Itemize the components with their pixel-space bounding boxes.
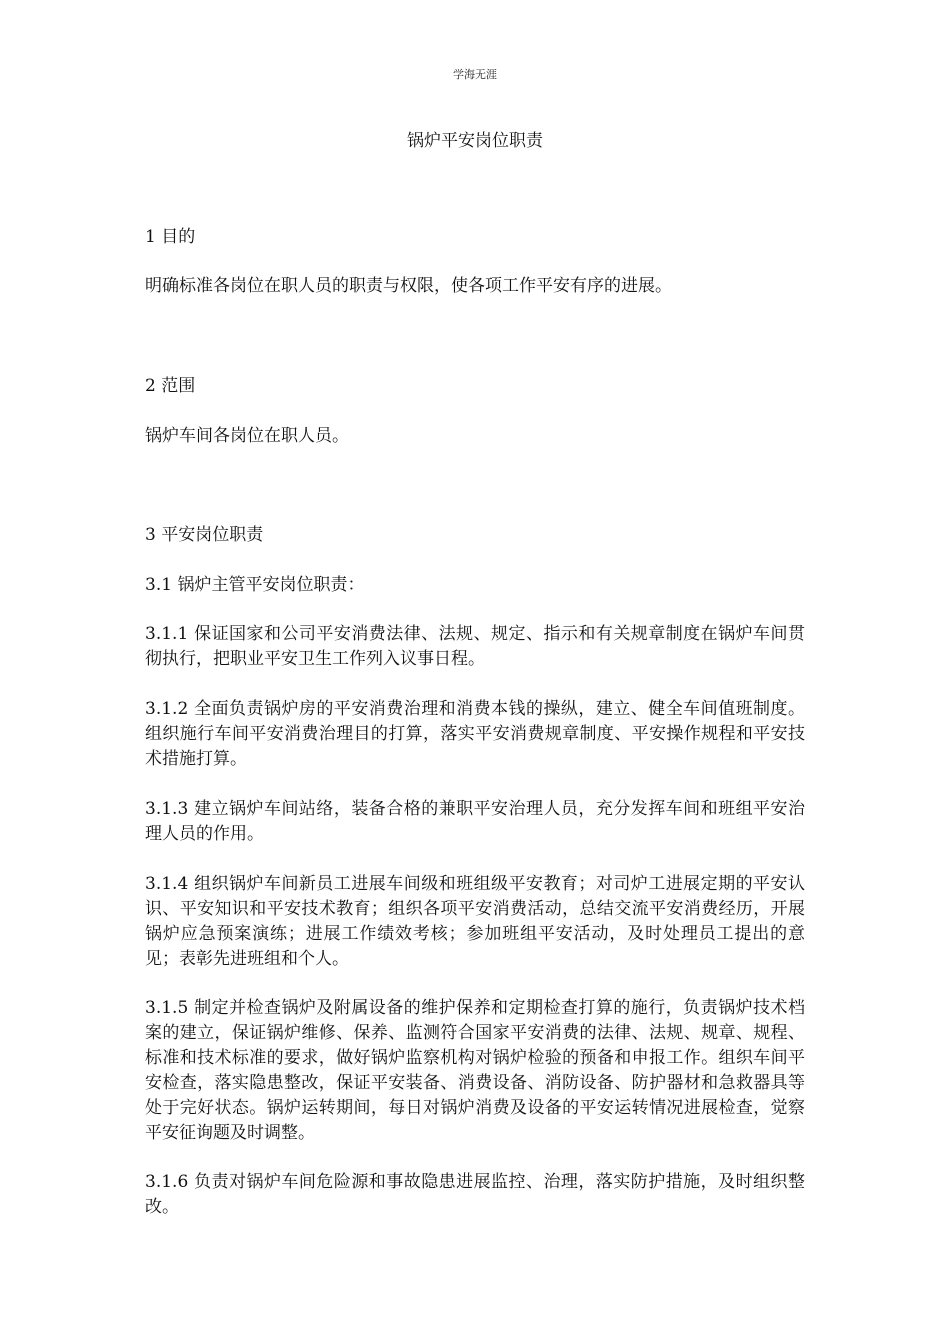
duty-item-3-1-1: 3.1.1 保证国家和公司平安消费法律、法规、规定、指示和有关规章制度在锅炉车间贯彻执行，把职业平安卫生工作列入议事日程。 <box>145 624 805 669</box>
duty-item-3-1-6: 3.1.6 负责对锅炉车间危险源和事故隐患进展监控、治理，落实防护措施，及时组织整改。 <box>145 1172 805 1217</box>
section-scope-text: 锅炉车间各岗位在职人员。 <box>145 426 349 446</box>
page-header: 学海无涯 <box>453 68 497 81</box>
duty-item-3-1-2: 3.1.2 全面负责锅炉房的平安消费治理和消费本钱的操纵，建立、健全车间值班制度。组织施行车间平安消费治理目的打算，落实平安消费规章制度、平安操作规程和平安技术措施打算。 <box>145 699 805 769</box>
section-purpose-text: 明确标准各岗位在职人员的职责与权限，使各项工作平安有序的进展。 <box>145 276 672 296</box>
duty-item-3-1-3: 3.1.3 建立锅炉车间站络，装备合格的兼职平安治理人员，充分发挥车间和班组平安治理人员的作用。 <box>145 799 805 844</box>
duty-item-3-1-4: 3.1.4 组织锅炉车间新员工进展车间级和班组级平安教育；对司炉工进展定期的平安认识、平安知识和平安技术教育；组织各项平安消费活动，总结交流平安消费经历，开展锅炉应急预案演练；进展工作绩效考核；参加班组平安活动，及时处理员工提出的意见；表彰先进班组和个人。 <box>145 874 805 969</box>
duties-subheading: 3.1 锅炉主管平安岗位职责： <box>145 575 365 595</box>
section-purpose-heading: 1 目的 <box>145 227 196 247</box>
section-scope-heading: 2 范围 <box>145 376 196 396</box>
section-duties-heading: 3 平安岗位职责 <box>145 525 264 545</box>
document-title: 锅炉平安岗位职责 <box>407 131 543 151</box>
duty-item-3-1-5: 3.1.5 制定并检查锅炉及附属设备的维护保养和定期检查打算的施行，负责锅炉技术档案的建立，保证锅炉维修、保养、监测符合国家平安消费的法律、法规、规章、规程、标准和技术标准的要求，做好锅炉监察机构对锅炉检验的预备和申报工作。组织车间平安检查，落实隐患整改，保证平安装备、消费设备、消防设备、防护器材和急救器具等处于完好状态。锅炉运转期间，每日对锅炉消费及设备的平安运转情况进展检查，觉察平安征询题及时调整。 <box>145 998 805 1143</box>
